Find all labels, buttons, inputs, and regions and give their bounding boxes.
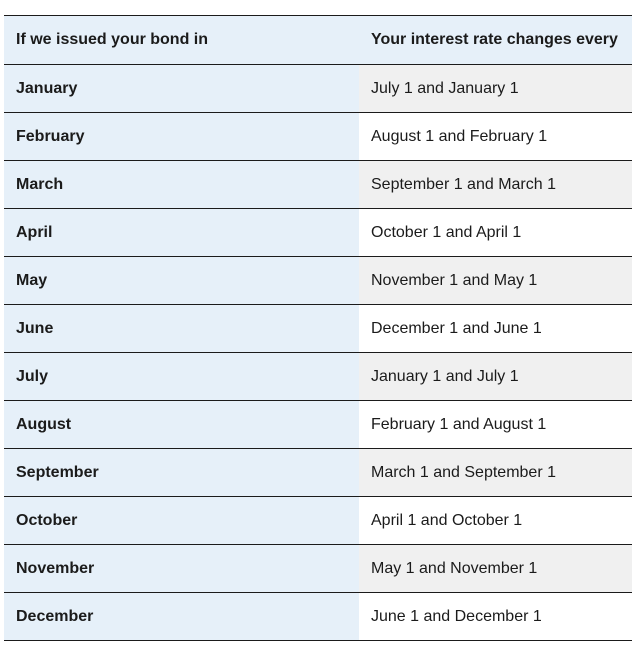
rate-change-dates-cell: November 1 and May 1 [359,257,632,305]
table-body [4,65,632,641]
issue-month-cell: July [4,353,359,401]
rate-change-dates-cell: March 1 and September 1 [359,449,632,497]
issue-month-cell: November [4,545,359,593]
header-row [4,16,632,65]
issue-month-cell: October [4,497,359,545]
header-rate-changes: Your interest rate changes every [359,16,632,65]
issue-month-cell: May [4,257,359,305]
table-row [4,497,632,545]
rate-change-dates-cell: June 1 and December 1 [359,593,632,641]
issue-month-cell: June [4,305,359,353]
rate-change-dates-cell: December 1 and June 1 [359,305,632,353]
rate-change-dates-cell: July 1 and January 1 [359,65,632,113]
issue-month-cell: August [4,401,359,449]
issue-month-cell: April [4,209,359,257]
table-header [4,16,632,65]
table-row [4,209,632,257]
rate-change-dates-cell: August 1 and February 1 [359,113,632,161]
table-row [4,113,632,161]
rate-change-dates-cell: April 1 and October 1 [359,497,632,545]
table-row [4,353,632,401]
issue-month-cell: December [4,593,359,641]
schedule-table [4,15,632,641]
table-row [4,161,632,209]
rate-change-dates-cell: October 1 and April 1 [359,209,632,257]
issue-month-cell: March [4,161,359,209]
table-row [4,545,632,593]
rate-change-dates-cell: September 1 and March 1 [359,161,632,209]
table-row [4,305,632,353]
table-row [4,257,632,305]
table-row [4,449,632,497]
rate-change-dates-cell: May 1 and November 1 [359,545,632,593]
table-row [4,593,632,641]
rate-change-dates-cell: January 1 and July 1 [359,353,632,401]
header-issue-month: If we issued your bond in [4,16,359,65]
rate-change-dates-cell: February 1 and August 1 [359,401,632,449]
table-row [4,401,632,449]
issue-month-cell: February [4,113,359,161]
issue-month-cell: January [4,65,359,113]
table-row [4,65,632,113]
interest-rate-schedule [4,15,632,641]
issue-month-cell: September [4,449,359,497]
